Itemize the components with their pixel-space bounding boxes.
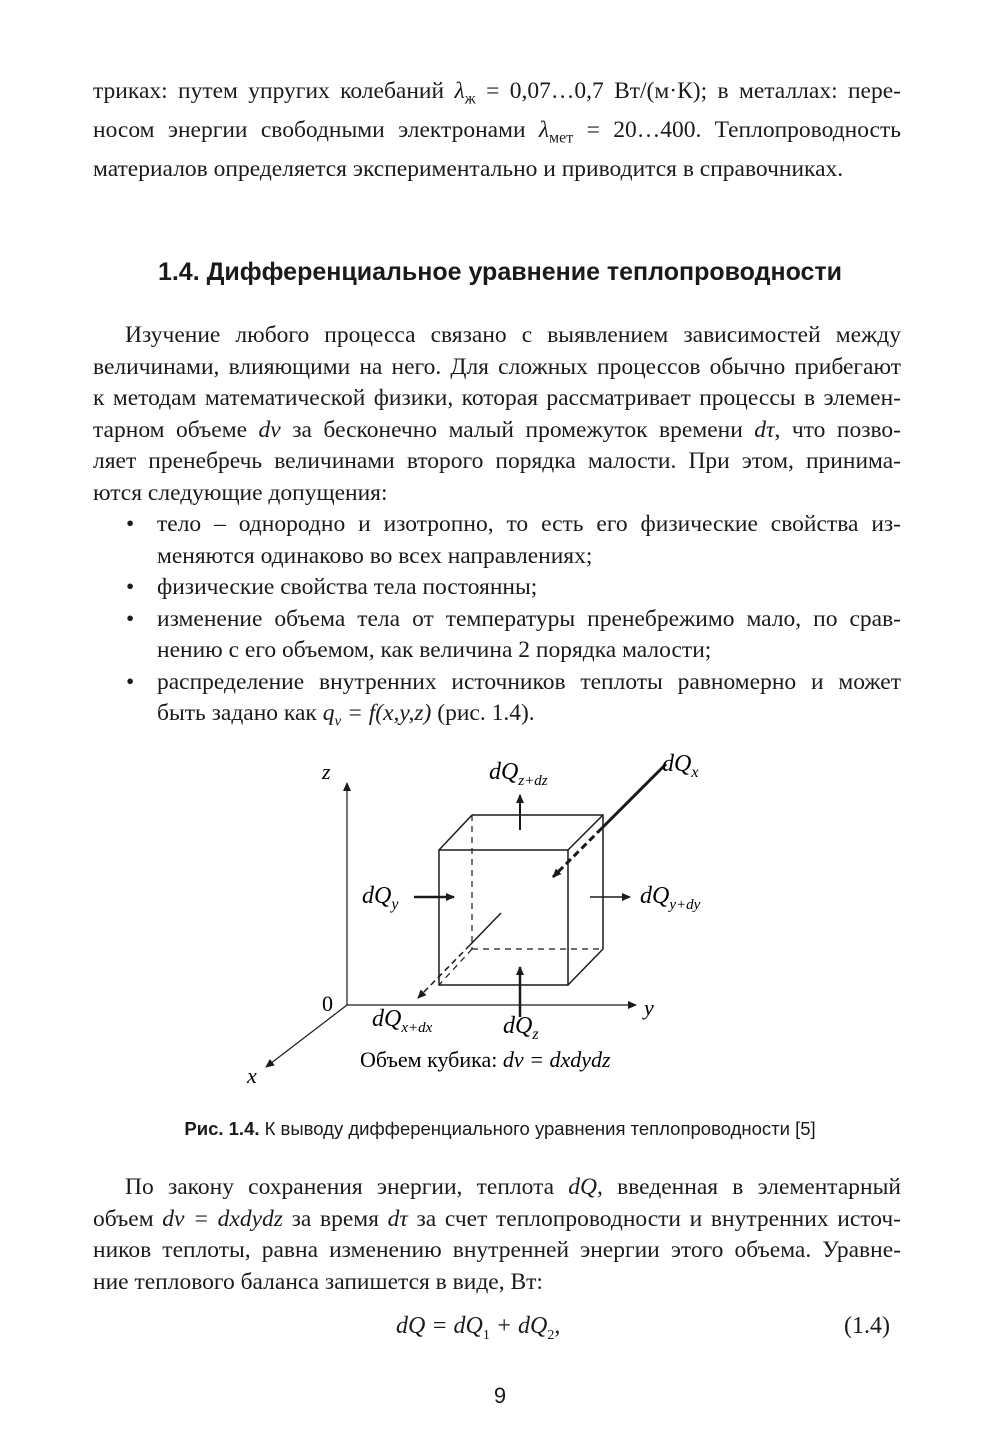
top-paragraph-line-1: триках: путем упругих колебаний $\lambda_ж$ = 0,07…0,7 Вт/(м·К); в металлах: пере-: [93, 78, 901, 108]
figure-caption: Рис. 1.4. К выводу дифференциального уравнения теплопроводности [5]: [184, 1118, 816, 1139]
top-paragraph: [93, 76, 901, 186]
equation-number: (1.4): [844, 1313, 890, 1339]
bullet-icon: •: [126, 605, 135, 632]
conclusion-line-3: ников теплоты, равна изменению внутренней энергии этого объема. Уравне-: [93, 1237, 901, 1263]
intro-line-1: Изучение любого процесса связано с выявлением зависимостей между: [125, 322, 901, 348]
assumptions-list: [93, 509, 901, 738]
intro-line-4: тарном объеме dv за бесконечно малый промежуток времени dτ, что позво-: [93, 416, 902, 443]
cube-back-edges: [472, 815, 603, 985]
x-axis: [266, 1005, 347, 1067]
intro-line-2: величинами, влияющими на него. Для сложных процессов обычно прибегают: [93, 353, 901, 380]
page-number: 9: [493, 1383, 507, 1408]
list-item: • распределение внутренних источников теплоты равномерно и может быть задано как $q_v = f(x,y,z)$ (рис. 1.4).: [126, 668, 901, 730]
label-dQzdz: $dQ_{z+dz}$: [489, 759, 548, 789]
cube-edge-top-left: [439, 815, 472, 850]
list-item: • физические свойства тела постоянны;: [93, 572, 901, 604]
label-dQz: $dQ_z$: [503, 1013, 539, 1043]
volume-label: Объем кубика: dv = dxdydz: [360, 1047, 611, 1072]
axis-y-label: y: [644, 995, 654, 1020]
bullet-icon: •: [126, 574, 135, 600]
conclusion-paragraph: [93, 1172, 901, 1298]
conclusion-line-4: ние теплового баланса запишется в виде, Вт:: [93, 1268, 543, 1295]
arrow-dQx-dashed: [553, 828, 602, 877]
conclusion-line-1: По закону сохранения энергии, теплота dQ, введенная в элементарный: [125, 1174, 901, 1200]
label-dQxdx: $dQ_{x+dx}$: [372, 1006, 433, 1036]
section-heading: 1.4. Дифференциальное уравнение теплопроводности: [157, 258, 843, 286]
top-paragraph-line-3: материалов определяется экспериментально и приводится в справочниках.: [93, 156, 844, 183]
equation-1-4: dQ = $dQ_1 + dQ_2$,: [396, 1313, 561, 1343]
label-dQx: $dQ_x$: [662, 751, 699, 781]
intro-line-5: ляет пренебречь величинами второго порядка малости. При этом, принима-: [93, 448, 901, 474]
conclusion-line-2: объем dv = dxdydz за время dτ за счет теплопроводности и внутренних источ-: [93, 1205, 902, 1232]
intro-paragraph: [93, 320, 901, 509]
cube-heat-flux-figure: [0, 735, 1000, 1115]
arrow-dQx: [602, 764, 666, 828]
intro-line-3: к методам математической физики, которая рассматривает процессы в элемен-: [93, 385, 901, 411]
cube-front-face: [439, 850, 568, 985]
label-dQydy: $dQ_{y+dy}$: [640, 883, 701, 913]
origin-label: 0: [322, 991, 333, 1016]
axis-z-label: z: [322, 759, 331, 784]
cube-hidden-edge-diagonal: [439, 949, 472, 985]
bullet-icon: •: [126, 511, 135, 537]
top-paragraph-line-2: носом энергии свободными электронами $\lambda_{мет}$ = 20…400. Теплопроводность: [93, 117, 901, 147]
label-dQy: $dQ_y$: [362, 883, 399, 913]
intro-line-6: ются следующие допущения:: [93, 479, 388, 506]
axis-x-label: x: [247, 1063, 257, 1088]
list-item: • изменение объема тела от температуры пренебрежимо мало, по срав- нению с его объемом, как величина 2 порядка малости;: [126, 605, 901, 663]
list-item: • тело – однородно и изотропно, то есть его физические свойства из- меняются одинаково во всех направлениях;: [126, 511, 901, 569]
bullet-icon: •: [126, 668, 135, 695]
arrow-dQxdx: [470, 913, 501, 945]
arrow-dQxdx-dashed: [418, 945, 470, 998]
